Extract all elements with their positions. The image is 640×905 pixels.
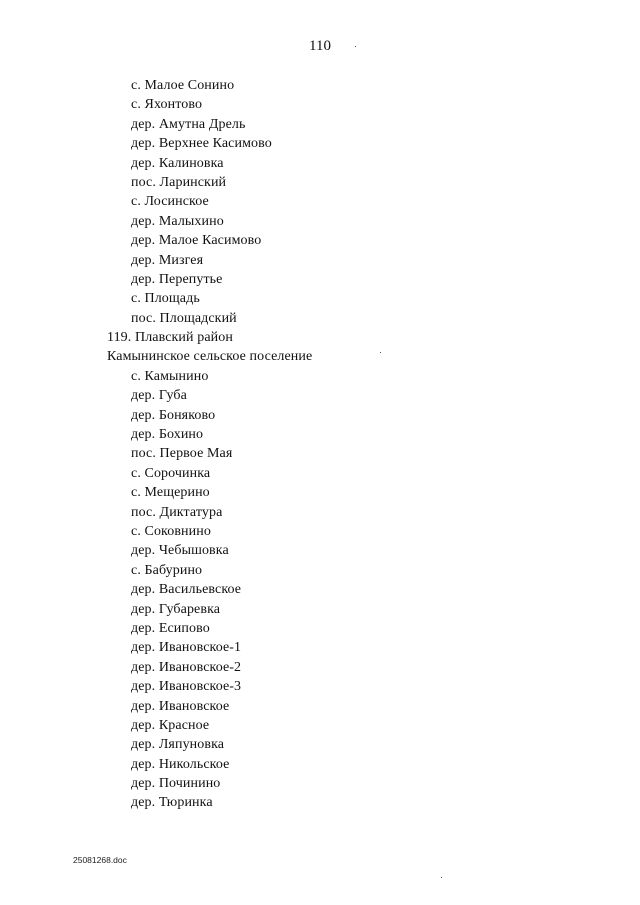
settlement-item: дер. Малыхино xyxy=(131,213,224,229)
settlement-item: дер. Губа xyxy=(131,388,187,404)
settlement-item: дер. Верхнее Касимово xyxy=(131,136,272,152)
settlement-item: дер. Малое Касимово xyxy=(131,233,262,249)
settlement-item: дер. Ивановское xyxy=(131,698,230,714)
footer-filename: 25081268.doc xyxy=(73,855,127,865)
settlement-item: дер. Калиновка xyxy=(131,155,224,171)
settlement-item: с. Яхонтово xyxy=(131,97,203,113)
settlement-item: дер. Перепутье xyxy=(131,271,223,287)
settlement-item: дер. Починино xyxy=(131,776,221,792)
settlement-item: пос. Диктатура xyxy=(131,504,223,520)
settlement-item: пос. Ларинский xyxy=(131,174,227,190)
settlement-item: дер. Бохино xyxy=(131,427,204,443)
settlement-item: дер. Чебышовка xyxy=(131,543,229,559)
settlement-item: с. Соковнино xyxy=(131,523,211,539)
settlement-item: с. Площадь xyxy=(131,291,200,307)
settlement-item: с. Мещерино xyxy=(131,485,210,501)
settlement-item: с. Лосинское xyxy=(131,194,209,210)
section-heading: Камынинское сельское поселение xyxy=(107,349,313,365)
section-heading: 119. Плавский район xyxy=(107,330,233,346)
scan-speck xyxy=(380,352,381,353)
settlement-item: дер. Ивановское-2 xyxy=(131,659,242,675)
settlement-item: дер. Ляпуновка xyxy=(131,737,225,753)
scan-speck xyxy=(355,46,356,47)
settlement-item: с. Камынино xyxy=(131,368,209,384)
settlement-item: дер. Васильевское xyxy=(131,582,242,598)
settlement-item: дер. Ивановское-1 xyxy=(131,640,242,656)
settlement-item: дер. Губаревка xyxy=(131,601,221,617)
settlement-item: дер. Красное xyxy=(131,717,210,733)
settlement-item: с. Малое Сонино xyxy=(131,78,235,93)
settlement-item: дер. Есипово xyxy=(131,620,210,636)
scan-speck xyxy=(441,877,442,878)
settlement-item: дер. Боняково xyxy=(131,407,216,423)
settlement-item: с. Бабурино xyxy=(131,562,203,578)
settlement-item: дер. Мизгея xyxy=(131,252,204,268)
settlement-item: с. Сорочинка xyxy=(131,465,211,481)
settlement-list xyxy=(0,76,640,813)
settlement-item: дер. Ивановское-3 xyxy=(131,679,242,695)
settlement-item: пос. Площадский xyxy=(131,310,237,326)
page-number: 110 xyxy=(309,38,331,54)
settlement-item: дер. Никольское xyxy=(131,756,230,772)
settlement-item: дер. Амутна Дрель xyxy=(131,116,246,132)
settlement-item: дер. Тюринка xyxy=(131,795,213,811)
settlement-item: пос. Первое Мая xyxy=(131,446,233,462)
